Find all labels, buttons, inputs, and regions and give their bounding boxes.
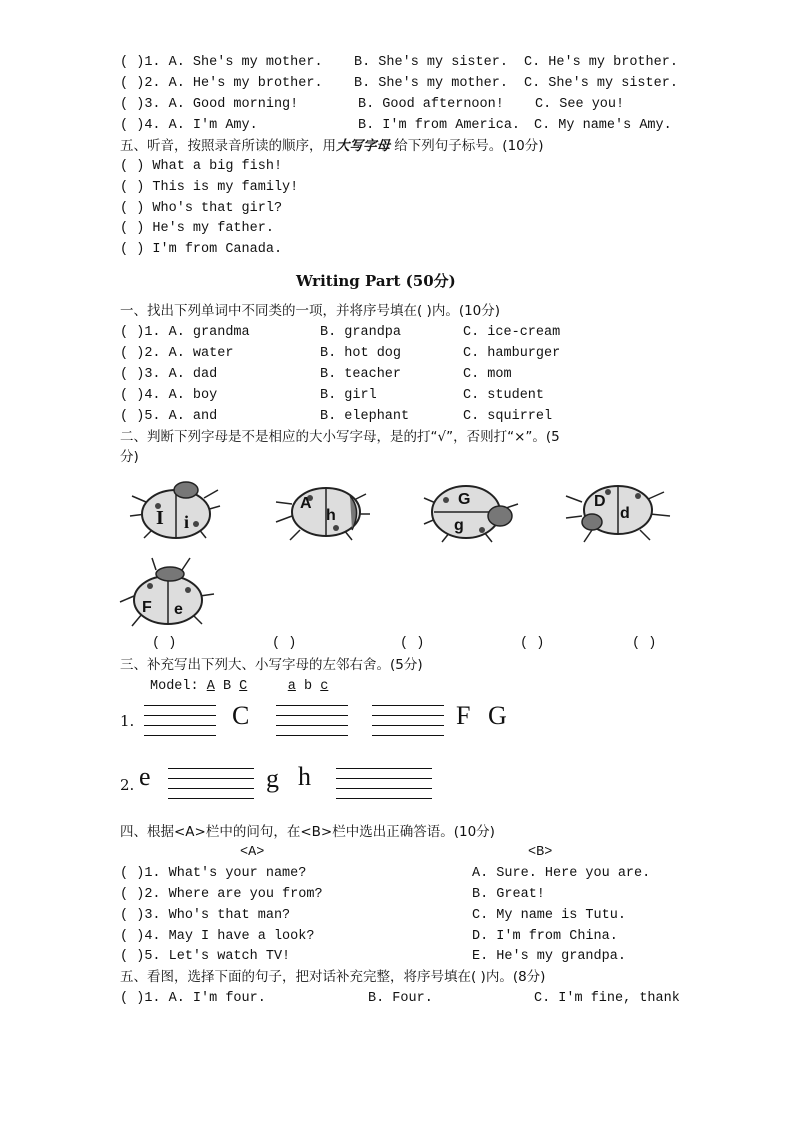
option-b: B. I'm from America.: [358, 118, 521, 133]
list-item: ( ) I'm from Canada.: [120, 242, 283, 257]
option-b: B. hot dog: [320, 346, 402, 361]
lower-letter: e: [174, 601, 183, 618]
listening-item: [120, 54, 323, 72]
option-c: C. He's my brother.: [524, 55, 678, 70]
answer-option: A. Sure. Here you are.: [472, 866, 651, 881]
w4-row: ( )4. May I have a look?: [120, 929, 315, 944]
option-b: B. grandpa: [320, 325, 402, 340]
answer-paren[interactable]: ( ): [120, 76, 145, 91]
answer-paren[interactable]: ( ): [152, 636, 177, 651]
answer-paren[interactable]: ( ): [520, 636, 545, 651]
option-c: C. ice-cream: [463, 325, 561, 340]
answer-option: E. He's my grandpa.: [472, 949, 626, 964]
option-a: A. He's my brother.: [168, 76, 323, 91]
w1-row: ( )3. A. dad: [120, 367, 218, 382]
option-c: C. I'm fine, thank: [534, 991, 680, 1006]
listening-item: [120, 96, 298, 114]
listening-item: [120, 117, 258, 135]
section-heading: 三、补充写出下列大、小写字母的左邻右舍。(5分): [120, 657, 423, 673]
emphasis-text: 大写字母: [336, 138, 390, 154]
answer-paren[interactable]: ( ): [120, 180, 145, 195]
part-title: Writing Part (50分): [296, 272, 456, 290]
answer-paren[interactable]: ( ): [120, 242, 145, 257]
answer-option: D. I'm from China.: [472, 929, 618, 944]
given-letter: G: [488, 701, 507, 730]
section-heading-cont: 分): [120, 449, 139, 465]
option-b: B. She's my sister.: [354, 55, 508, 70]
option-b: B. elephant: [320, 409, 410, 424]
option-a: A. I'm Amy.: [168, 118, 258, 133]
w4-row: ( )1. What's your name?: [120, 866, 307, 881]
model-label: Model:: [150, 679, 199, 694]
option-c: C. mom: [463, 367, 512, 382]
option-c: C. student: [463, 388, 545, 403]
option-b: B. She's my mother.: [354, 76, 508, 91]
option-a: A. Good morning!: [168, 97, 299, 112]
w1-row: ( )5. A. and: [120, 409, 218, 424]
option-c: C. hamburger: [463, 346, 561, 361]
answer-paren[interactable]: ( ): [120, 388, 145, 403]
answer-paren[interactable]: ( ): [120, 325, 145, 340]
upper-letter: A: [300, 495, 312, 512]
answer-paren[interactable]: ( ): [120, 367, 145, 382]
section-heading: 一、找出下列单词中不同类的一项，并将序号填在( )内。(10分): [120, 303, 501, 319]
upper-letter: F: [142, 599, 152, 616]
item-number: 3.: [144, 97, 161, 112]
answer-paren[interactable]: ( ): [120, 409, 145, 424]
answer-paren[interactable]: ( ): [120, 887, 145, 902]
w1-row: ( )2. A. water: [120, 346, 234, 361]
writing-blank[interactable]: [372, 705, 444, 737]
writing-blank[interactable]: [144, 705, 216, 737]
option-a: A. She's my mother.: [168, 55, 323, 70]
row-number: 2.: [120, 776, 135, 794]
answer-paren[interactable]: ( ): [400, 636, 425, 651]
ladybug-2: [270, 474, 380, 546]
section-heading: 四、根据<A>栏中的问句，在<B>栏中选出正确答语。(10分): [120, 824, 495, 840]
w4-row: ( )2. Where are you from?: [120, 887, 323, 902]
lower-letter: h: [326, 507, 336, 524]
answer-paren[interactable]: ( ): [120, 991, 145, 1006]
answer-paren[interactable]: ( ): [632, 636, 657, 651]
answer-paren[interactable]: ( ): [120, 221, 145, 236]
answer-paren[interactable]: ( ): [272, 636, 297, 651]
ladybug-5: [116, 556, 216, 630]
model-letter: a: [287, 679, 296, 694]
list-item: ( ) He's my father.: [120, 221, 274, 236]
answer-option: C. My name is Tutu.: [472, 908, 626, 923]
option-c: C. See you!: [535, 97, 625, 112]
model-letter: c: [320, 679, 329, 694]
option-b: B. girl: [320, 388, 377, 403]
option-b: B. teacher: [320, 367, 402, 382]
w4-row: ( )5. Let's watch TV!: [120, 949, 291, 964]
model-letter: B: [222, 679, 232, 694]
given-letter: e: [139, 762, 151, 791]
model-letter: b: [304, 679, 313, 694]
column-b-header: <B>: [528, 845, 553, 860]
answer-paren[interactable]: ( ): [120, 949, 145, 964]
row-number: 1.: [120, 712, 135, 730]
upper-letter: I: [156, 507, 164, 529]
lower-letter: d: [620, 505, 630, 522]
ladybug-1: [126, 472, 226, 544]
w1-row: ( )4. A. boy: [120, 388, 218, 403]
w5-row: ( )1. A. I'm four.: [120, 991, 266, 1006]
ladybug-4: [562, 474, 676, 546]
option-c: C. My name's Amy.: [534, 118, 672, 133]
answer-paren[interactable]: ( ): [120, 55, 145, 70]
given-letter: C: [232, 701, 250, 730]
answer-option: B. Great!: [472, 887, 545, 902]
lower-letter: g: [454, 517, 464, 534]
answer-paren[interactable]: ( ): [120, 118, 145, 133]
model-example: [150, 678, 328, 696]
lower-letter: i: [184, 512, 190, 532]
model-letter: C: [239, 679, 248, 694]
section-heading: 二、判断下列字母是不是相应的大小写字母，是的打“√”，否则打“×”。(5: [120, 429, 560, 445]
answer-paren[interactable]: ( ): [120, 929, 145, 944]
upper-letter: G: [458, 491, 471, 508]
list-item: ( ) What a big fish!: [120, 159, 283, 174]
writing-blank[interactable]: [168, 768, 254, 800]
listening-item: [120, 75, 323, 93]
option-b: B. Four.: [368, 991, 433, 1006]
writing-blank[interactable]: [336, 768, 432, 800]
w1-row: ( )1. A. grandma: [120, 325, 250, 340]
ladybug-3: [418, 474, 528, 546]
given-letter: F: [456, 701, 471, 730]
answer-paren[interactable]: ( ): [120, 159, 145, 174]
option-b: B. Good afternoon!: [358, 97, 504, 112]
writing-blank[interactable]: [276, 705, 348, 737]
answer-paren[interactable]: ( ): [120, 908, 145, 923]
model-letter: A: [206, 679, 215, 694]
answer-paren[interactable]: ( ): [120, 866, 145, 881]
answer-paren[interactable]: ( ): [120, 346, 145, 361]
list-item: ( ) Who's that girl?: [120, 201, 283, 216]
section-heading: 五、看图，选择下面的句子，把对话补充完整，将序号填在( )内。(8分): [120, 969, 546, 985]
list-item: ( ) This is my family!: [120, 180, 299, 195]
answer-paren[interactable]: ( ): [120, 97, 145, 112]
w4-row: ( )3. Who's that man?: [120, 908, 291, 923]
section-heading: 五、听音，按照录音所读的顺序，用大写字母 给下列句子标号。(10分): [120, 138, 544, 154]
item-number: 1.: [144, 55, 161, 70]
given-letter: h: [298, 762, 311, 791]
upper-letter: D: [594, 493, 606, 510]
column-a-header: <A>: [240, 845, 265, 860]
option-c: C. She's my sister.: [524, 76, 678, 91]
given-letter: g: [266, 764, 279, 793]
item-number: 2.: [144, 76, 161, 91]
item-number: 4.: [144, 118, 161, 133]
option-c: C. squirrel: [463, 409, 553, 424]
answer-paren[interactable]: ( ): [120, 201, 145, 216]
